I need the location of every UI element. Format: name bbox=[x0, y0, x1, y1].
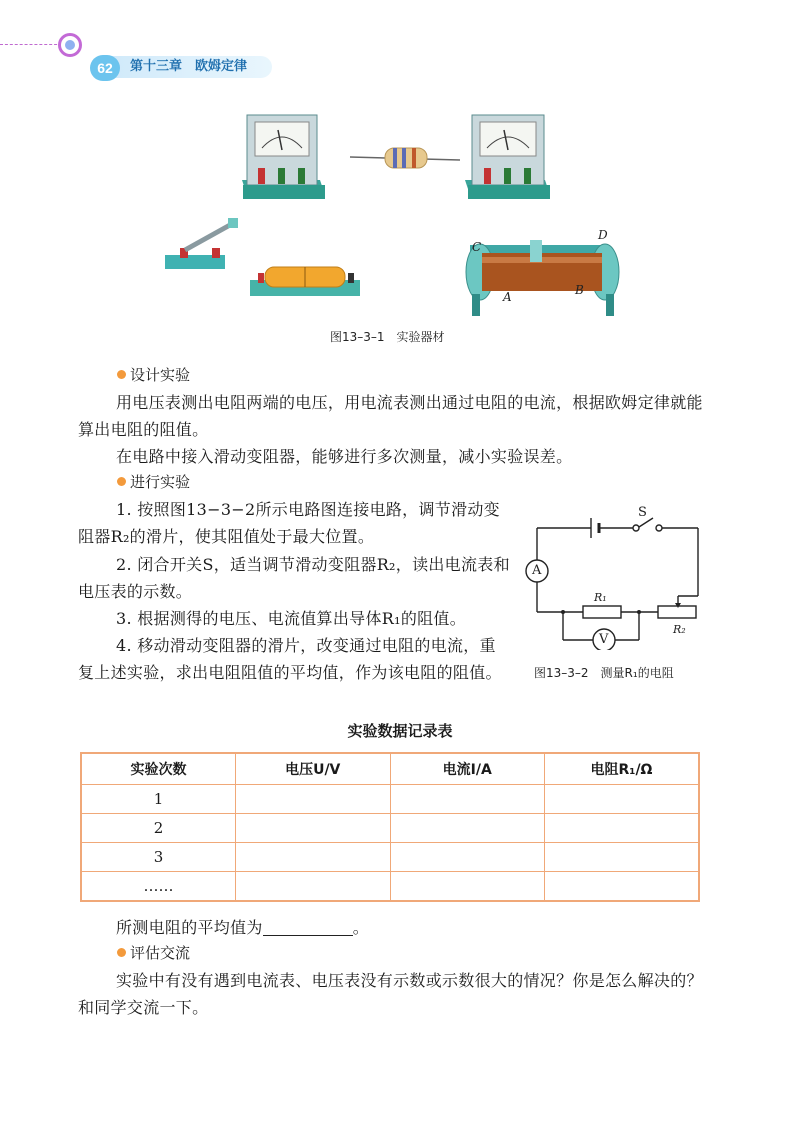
design-paragraph-1: 用电压表测出电阻两端的电压，用电流表测出通过电阻的电流，根据欧姆定律就能算出电阻的阻值。 bbox=[78, 393, 703, 439]
voltage-cell bbox=[236, 785, 391, 814]
average-text: 所测电阻的平均值为 bbox=[116, 918, 263, 937]
circuit-r1-label: R₁ bbox=[594, 591, 607, 604]
table-row bbox=[81, 872, 699, 902]
design-paragraph-2: 在电路中接入滑动变阻器，能够进行多次测量，减小实验误差。 bbox=[116, 447, 573, 466]
rheostat-label-d: D bbox=[598, 228, 608, 242]
average-blank bbox=[263, 919, 353, 936]
procedure-step-1: 1. 按照图13−3−2所示电路图连接电路，调节滑动变阻器R₂的滑片，使其阻值处于最大位置。 bbox=[78, 500, 500, 546]
section-evaluate bbox=[117, 942, 190, 964]
section-design bbox=[117, 364, 190, 386]
resistor-illustration bbox=[350, 148, 460, 168]
procedure-step-3: 3. 根据测得的电压、电流值算出导体R₁的阻值。 bbox=[116, 609, 467, 628]
voltmeter-illustration bbox=[465, 115, 550, 199]
rheostat-label-b: B bbox=[575, 283, 584, 297]
page-number: 62 bbox=[90, 55, 120, 81]
table-row bbox=[81, 814, 699, 843]
r1-symbol bbox=[583, 606, 621, 618]
trial-number-cell: 2 bbox=[81, 814, 236, 843]
data-table bbox=[80, 752, 700, 902]
circuit-switch-label: S bbox=[638, 505, 647, 520]
procedure-step-4: 4. 移动滑动变阻器的滑片，改变通过电阻的电流，重复上述实验，求出电阻阻值的平均值，作为该电阻的阻值。 bbox=[78, 636, 502, 682]
battery-illustration bbox=[250, 267, 360, 296]
trial-number-cell: 3 bbox=[81, 843, 236, 872]
table-header-cell: 实验次数 bbox=[81, 753, 236, 785]
resistance-cell bbox=[545, 843, 700, 872]
header-decoration-line bbox=[0, 44, 62, 45]
current-cell bbox=[390, 785, 545, 814]
table-header-cell: 电流I/A bbox=[390, 753, 545, 785]
bullet-dot bbox=[117, 948, 126, 957]
average-line bbox=[78, 914, 718, 941]
resistance-cell bbox=[545, 872, 700, 902]
table-header-cell: 电阻R₁/Ω bbox=[545, 753, 700, 785]
switch-illustration bbox=[165, 218, 238, 269]
table-row bbox=[81, 785, 699, 814]
header-decoration-ring bbox=[58, 33, 82, 57]
section-design-heading: 设计实验 bbox=[130, 366, 191, 384]
rheostat-illustration bbox=[466, 240, 619, 316]
resistance-cell bbox=[545, 814, 700, 843]
table-title: 实验数据记录表 bbox=[347, 722, 453, 740]
evaluate-paragraph: 实验中有没有遇到电流表、电压表没有示数或示数很大的情况？你是怎么解决的？和同学交流一下。 bbox=[78, 971, 703, 1017]
section-procedure bbox=[117, 471, 190, 493]
procedure-step-2: 2. 闭合开关S，适当调节滑动变阻器R₂，读出电流表和电压表的示数。 bbox=[78, 555, 510, 601]
figure1-caption: 图13–3–1 实验器材 bbox=[330, 330, 445, 344]
current-cell bbox=[390, 814, 545, 843]
bullet-dot bbox=[117, 477, 126, 486]
table-header-cell: 电压U/V bbox=[236, 753, 391, 785]
section-procedure-heading: 进行实验 bbox=[130, 473, 191, 491]
table-row bbox=[81, 843, 699, 872]
trial-number-cell: …… bbox=[81, 872, 236, 902]
trial-number-cell: 1 bbox=[81, 785, 236, 814]
voltage-cell bbox=[236, 814, 391, 843]
rheostat-label-c: C bbox=[472, 240, 482, 254]
bullet-dot bbox=[117, 370, 126, 379]
section-evaluate-heading: 评估交流 bbox=[130, 944, 191, 962]
circuit-ammeter-label: A bbox=[532, 563, 542, 578]
current-cell bbox=[390, 872, 545, 902]
voltage-cell bbox=[236, 843, 391, 872]
r2-symbol bbox=[658, 606, 696, 618]
circuit-voltmeter-label: V bbox=[599, 632, 609, 647]
average-period: 。 bbox=[352, 918, 370, 937]
voltage-cell bbox=[236, 872, 391, 902]
chapter-title: 第十三章 欧姆定律 bbox=[130, 59, 248, 74]
figure2-caption: 图13–3–2 测量R₁的电阻 bbox=[534, 666, 674, 680]
table-header-row bbox=[81, 753, 699, 785]
rheostat-label-a: A bbox=[503, 290, 512, 304]
ammeter-illustration bbox=[242, 115, 325, 199]
current-cell bbox=[390, 843, 545, 872]
resistance-cell bbox=[545, 785, 700, 814]
circuit-r2-label: R₂ bbox=[673, 623, 686, 636]
